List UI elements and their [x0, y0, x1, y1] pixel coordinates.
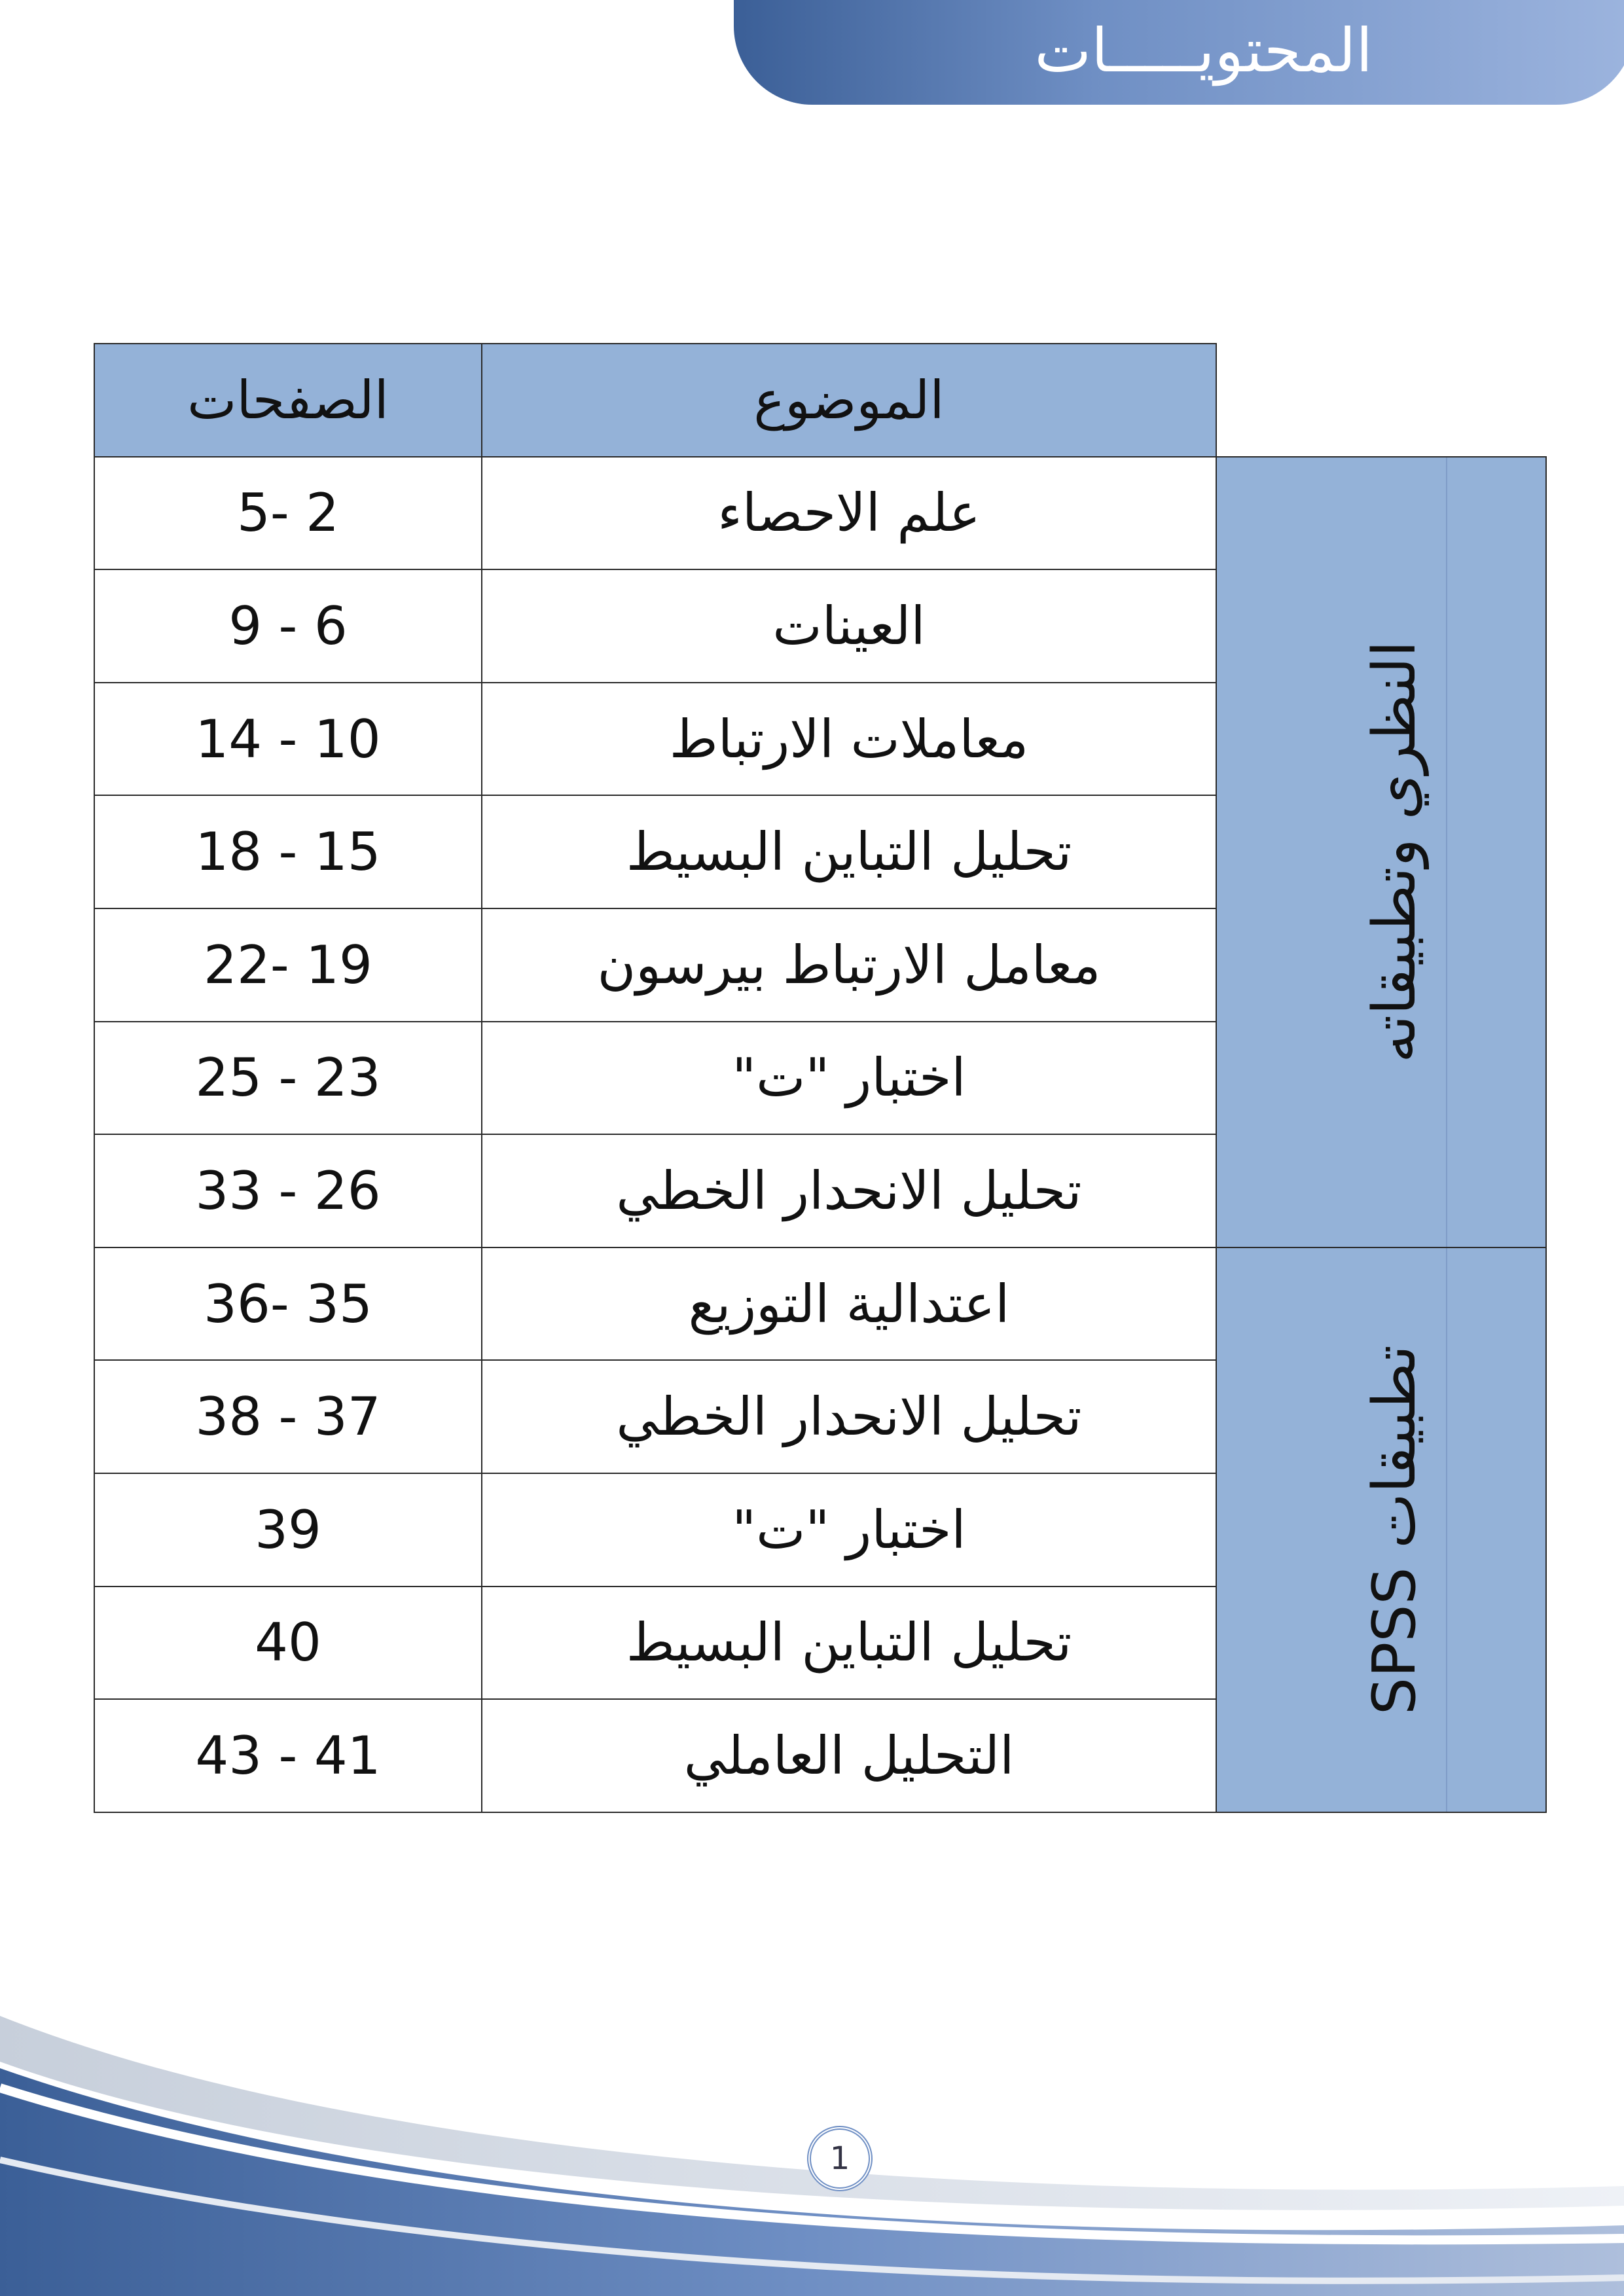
topic-cell: العينات [482, 569, 1216, 683]
page-title: المحتويـــــات [1034, 16, 1373, 86]
pages-column-header: الصفحات [94, 344, 482, 457]
section-label: النظري وتطبيقاته [1360, 641, 1429, 1064]
topic-cell: علم الاحصاء [482, 457, 1216, 570]
pages-cell: 15 - 18 [94, 795, 482, 908]
topic-cell: التحليل العاملي [482, 1699, 1216, 1812]
topic-cell: تحليل الانحدار الخطي [482, 1134, 1216, 1247]
topic-cell: معامل الارتباط بيرسون [482, 908, 1216, 1022]
page-number: 1 [829, 2140, 850, 2177]
pages-cell: 10 - 14 [94, 683, 482, 796]
pages-cell: 2 -5 [94, 457, 482, 570]
table-header-row [94, 344, 1546, 457]
topic-cell: معاملات الارتباط [482, 683, 1216, 796]
topic-cell: اعتدالية التوزيع [482, 1247, 1216, 1361]
pages-cell: 35 -36 [94, 1247, 482, 1361]
pages-cell: 23 - 25 [94, 1022, 482, 1135]
topic-cell: تحليل التباين البسيط [482, 1587, 1216, 1700]
topic-cell: تحليل التباين البسيط [482, 795, 1216, 908]
section-spss [1216, 1247, 1546, 1812]
table-row [94, 457, 1546, 570]
topic-cell: اختبار "ت" [482, 1022, 1216, 1135]
section-theory [1216, 457, 1546, 1247]
pages-cell: 19 -22 [94, 908, 482, 1022]
pages-cell: 39 [94, 1473, 482, 1587]
pages-cell: 40 [94, 1587, 482, 1700]
topic-cell: اختبار "ت" [482, 1473, 1216, 1587]
header-banner [734, 0, 1624, 105]
page-number-badge [807, 2126, 873, 2191]
topic-column-header: الموضوع [482, 344, 1216, 457]
pages-cell: 26 - 33 [94, 1134, 482, 1247]
pages-cell: 41 - 43 [94, 1699, 482, 1812]
pages-cell: 6 - 9 [94, 569, 482, 683]
pages-cell: 37 - 38 [94, 1360, 482, 1473]
section-label: تطبيقات SPSS [1360, 1344, 1429, 1715]
table-row [94, 1247, 1546, 1361]
corner-cell [1216, 344, 1546, 457]
contents-table [94, 343, 1547, 1813]
topic-cell: تحليل الانحدار الخطي [482, 1360, 1216, 1473]
